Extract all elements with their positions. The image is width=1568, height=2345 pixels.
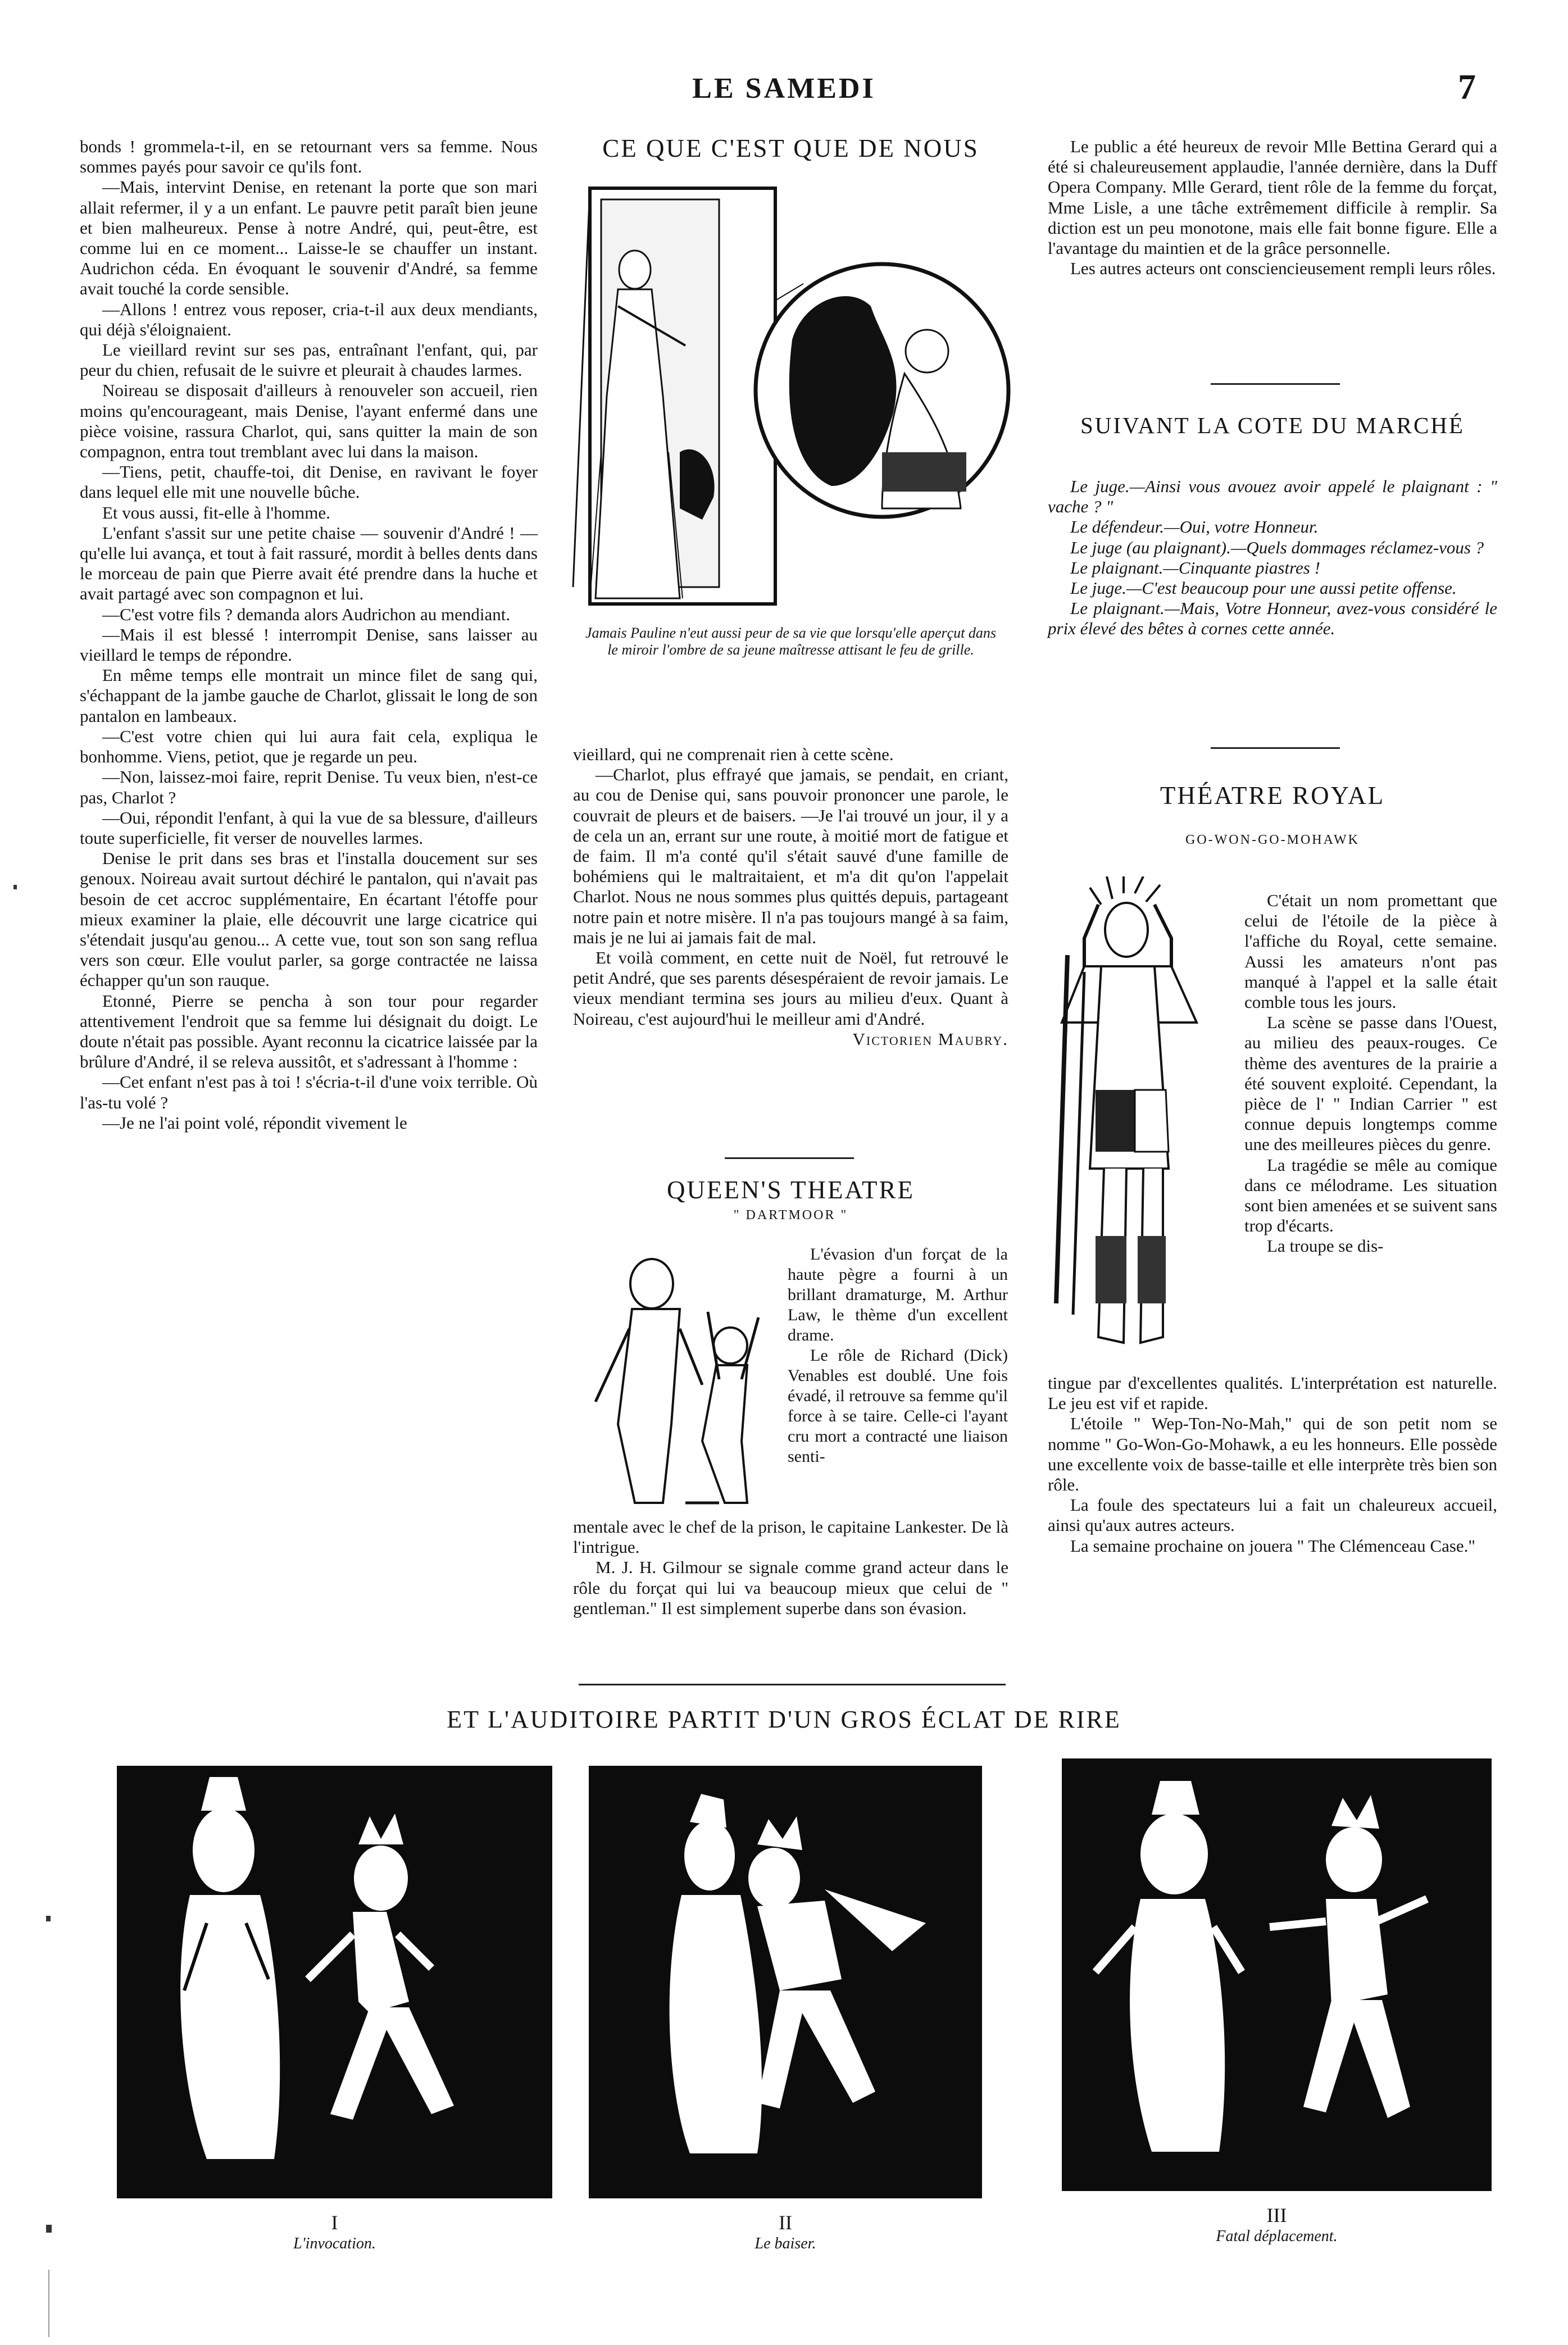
section-heading-marche: SUIVANT LA COTE DU MARCHÉ — [1080, 412, 1465, 438]
paragraph: Le vieillard revint sur ses pas, entraînant l'enfant, qui, par peur du chien, refusait de le suivre et pleurait à chaudes larmes. — [80, 340, 538, 380]
paragraph: M. J. H. Gilmour se signale comme grand acteur dans le rôle du forçat qui lui va beaucoup mieux que celui de " gentleman." Il est simplement superbe dans son évasion. — [573, 1557, 1008, 1618]
paragraph: Et voilà comment, en cette nuit de Noël, fut retrouvé le petit André, que ses parents désespéraient de revoir jamais. Le vieux mendiant termina ses jours au milieu d'eux. Quant à Noireau, c'est aujourd'hui le meilleur ami d'André. — [573, 948, 1008, 1029]
panel-3-caption: Fatal déplacement. — [1216, 2228, 1338, 2245]
section-heading-royal: THÉATRE ROYAL — [1160, 781, 1385, 810]
cartoon-strip-title: ET L'AUDITOIRE PARTIT D'UN GROS ÉCLAT DE RIRE — [447, 1706, 1121, 1733]
paragraph: C'était un nom promettant que celui de l'étoile de la pièce à l'affiche du Royal, cette semaine. Aussi les amateurs n'ont pas manqué à l'appel et la salle était comble tous les jours. — [1244, 890, 1497, 1012]
paragraph: Denise le prit dans ses bras et l'installa doucement sur ses genoux. Noireau avait surtout déchiré le pantalon, qui n'avait pas besoin de cet accroc supplémentaire, En écartant l'étoffe pour mieux examiner la plaie, elle découvrit une large cicatrice qui s'étendait jusqu'au genou... A cette vue, tout son son sang reflua vers son cœur. Elle voulut parler, sa gorge contractée ne laissa échapper qu'un son rauque. — [80, 848, 538, 990]
panel-1-numeral: I — [331, 2211, 338, 2234]
column-2-story — [573, 744, 1008, 1049]
paragraph: tingue par d'excellentes qualités. L'interprétation est naturelle. Le jeu est vif et rapide. — [1048, 1373, 1497, 1414]
paragraph: —Cet enfant n'est pas à toi ! s'écria-t-il d'une voix terrible. Où l'as-tu volé ? — [80, 1072, 538, 1112]
paragraph: Noireau se disposait d'ailleurs à renouveler son accueil, rien moins qu'encourageant, mais Denise, l'ayant enfermé dans une pièce voisine, rassura Charlot, qui, sans quitter la main de son compagnon, entra tout tremblant avec lui dans la maison. — [80, 380, 538, 462]
paragraph: Le public a été heureux de revoir Mlle Bettina Gerard qui a été si chaleureusement applaudie, l'année dernière, dans la Duff Opera Company. Mlle Gerard, tient rôle de la femme du forçat, Mme Lisle, a une tâche extrêmement difficile à remplir. Sa diction est un peu monotone, mais elle fait bonne figure. Elle a l'avantage du maintien et de la grâce personnelle. — [1048, 137, 1497, 258]
illustration-mirror-scene — [567, 171, 1011, 621]
paragraph: Le défendeur.—Oui, votre Honneur. — [1070, 517, 1319, 537]
panel-2-caption: Le baiser. — [755, 2235, 816, 2252]
paragraph: La foule des spectateurs lui a fait un chaleureux accueil, ainsi qu'aux autres acteurs. — [1048, 1495, 1497, 1535]
paragraph: L'enfant s'assit sur une petite chaise — souvenir d'André ! — qu'elle lui avança, et tout à fait rassuré, mordit à belles dents dans le morceau de pain que Pierre avait été prendre dans la huche et avait partagé avec son compagnon et lui. — [80, 522, 538, 604]
illustration-mohawk-actress — [1051, 876, 1236, 1365]
queens-text — [573, 1517, 1008, 1619]
paragraph: —Charlot, plus effrayé que jamais, se pendait, en criant, au cou de Denise qui, sans pouvoir prononcer une parole, le couvrait de pleurs et de baisers. —Je l'ai trouvé un jour, il y a de cela un an, errant sur une route, à moitié mort de fatigue et de faim. Il m'a conté qu'il s'était sauvé d'une famille de bohémiens qui le maltraitaient, et m'a dit qu'on l'appelait Charlot. Nous ne nous sommes plus quittés depuis, partageant notre pain et notre misère. Il n'a pas toujours mangé à sa faim, mais je ne lui ai jamais fait de mal. — [573, 765, 1008, 947]
paragraph: La scène se passe dans l'Ouest, au milieu des peaux-rouges. Ce thème des aventures de la prairie a été souvent exploité. Cependant, la pièce de l' " Indian Carrier " est connue depuis longtemps comme une des meilleures pièces du genre. — [1244, 1012, 1497, 1155]
page-number: 7 — [1458, 67, 1476, 107]
page-header-title: LE SAMEDI — [692, 72, 876, 104]
column-2 — [573, 134, 1008, 163]
cartoon-panel-1 — [117, 1766, 552, 2198]
queens-text-wrapped — [788, 1244, 1008, 1467]
illustration-caption: Jamais Pauline n'eut aussi peur de sa vie que lorsqu'elle aperçut dans le miroir l'ombre de sa jeune maîtresse attisant le feu de grille. — [585, 625, 997, 658]
illustration-convict — [573, 1239, 781, 1514]
royal-text-wrapped — [1244, 890, 1497, 1257]
paragraph: —Mais il est blessé ! interrompit Denise, sans laisser au vieillard le temps de répondre. — [80, 624, 538, 665]
paragraph: Etonné, Pierre se pencha à son tour pour regarder attentivement l'endroit que sa femme lui désignait du doigt. Le doute n'était pas possible. Ayant reconnu la cicatrice laissée par la brûlure d'André, il se releva aussitôt, et s'adressant à l'homme : — [80, 990, 538, 1072]
paragraph: Le rôle de Richard (Dick) Venables est doublé. Une fois évadé, il retrouve sa femme qu'il force à se taire. Celle-ci l'ayant cru mort a contracté une liaison senti- — [788, 1346, 1008, 1466]
page-divider — [579, 1684, 1006, 1685]
column-3-top-text — [1048, 137, 1497, 279]
queens-header-block — [573, 1175, 1008, 1229]
paragraph: —Allons ! entrez vous reposer, cria-t-il aux deux mendiants, qui déjà s'éloignaient. — [80, 299, 538, 339]
paragraph: En même temps elle montrait un mince filet de sang qui, s'échappant de la jambe gauche de Charlot, glissait le long de son pantalon en lambeaux. — [80, 665, 538, 726]
paragraph: Les autres acteurs ont consciencieusement rempli leurs rôles. — [1070, 258, 1496, 279]
panel-2-numeral: II — [779, 2211, 792, 2234]
paragraph: —Non, laissez-moi faire, reprit Denise. Tu veux bien, n'est-ce pas, Charlot ? — [80, 767, 538, 807]
panel-1-caption: L'invocation. — [293, 2235, 376, 2252]
panel-3-numeral: III — [1266, 2204, 1287, 2226]
cartoon-panel-2 — [589, 1766, 982, 2198]
margin-mark — [46, 2225, 52, 2233]
section-heading-queens: QUEEN'S THEATRE — [666, 1176, 915, 1204]
paragraph: Et vous aussi, fit-elle à l'homme. — [102, 502, 330, 522]
marche-dialogue — [1048, 476, 1497, 639]
paragraph: bonds ! grommela-t-il, en se retournant vers sa femme. Nous sommes payés pour savoir ce qu'ils font. — [80, 137, 538, 177]
paragraph: vieillard, qui ne comprenait rien à cette scène. — [573, 744, 894, 764]
margin-mark — [46, 1916, 51, 1921]
paragraph: La semaine prochaine on jouera " The Clémenceau Case." — [1070, 1535, 1476, 1556]
paragraph: La troupe se dis- — [1267, 1236, 1384, 1256]
paragraph: Le juge (au plaignant).—Quels dommages réclamez-vous ? — [1070, 537, 1484, 557]
margin-mark — [13, 885, 17, 889]
paragraph: Le plaignant.—Cinquante piastres ! — [1070, 557, 1320, 578]
paragraph: —C'est votre chien qui lui aura fait cela, expliqua le bonhomme. Viens, petiot, que je regarde un peu. — [80, 726, 538, 767]
paragraph: L'évasion d'un forçat de la haute pègre a fourni à un brillant dramaturge, M. Arthur Law, le thème d'un excellent drame. — [788, 1245, 1008, 1344]
margin-mark — [48, 2270, 49, 2337]
paragraph: —Mais, intervint Denise, en retenant la porte que son mari allait refermer, il y a un enfant. Le pauvre petit paraît bien jeune et bien malheureux. Pense à notre André, qui, peut-être, est comme lui en ce moment... Laisse-le se chauffer un instant. Audrichon céda. En évoquant le souvenir d'André, sa femme avait touché la corde sensible. — [80, 177, 538, 299]
paragraph: Le juge.—C'est beaucoup pour une aussi petite offense. — [1070, 578, 1457, 598]
paragraph: —Oui, répondit l'enfant, à qui la vue de sa blessure, d'ailleurs toute superficielle, fit verser de nouvelles larmes. — [80, 807, 538, 848]
royal-text — [1048, 1373, 1497, 1556]
paragraph: La tragédie se mêle au comique dans ce mélodrame. Les situation sont bien amenées et se suivent sans trop d'écarts. — [1244, 1155, 1497, 1236]
section-heading-ce-que: CE QUE C'EST QUE DE NOUS — [602, 134, 979, 162]
paragraph: —Je ne l'ai point volé, répondit vivement le — [102, 1112, 407, 1133]
paragraph: —Tiens, petit, chauffe-toi, dit Denise, en ravivant le foyer dans lequel elle mit une nouvelle bûche. — [80, 462, 538, 502]
section-divider — [725, 1157, 854, 1159]
cartoon-panel-3 — [1062, 1758, 1492, 2191]
marche-header — [1048, 412, 1497, 439]
play-title-mohawk: GO-WON-GO-MOHAWK — [1185, 833, 1360, 847]
section-divider — [1211, 383, 1340, 385]
paragraph: mentale avec le chef de la prison, le capitaine Lankester. De là l'intrigue. — [573, 1517, 1008, 1557]
paragraph: L'étoile " Wep-Ton-No-Mah," qui de son petit nom se nomme " Go-Won-Go-Mohawk, a eu les honneurs. Elle possède une excellente voix de basse-taille et elle interprète très bien son rôle. — [1048, 1414, 1497, 1495]
royal-header — [1048, 781, 1497, 853]
paragraph: Le plaignant.—Mais, Votre Honneur, avez-vous considéré le prix élevé des bêtes à cornes cette année. — [1048, 598, 1497, 639]
paragraph: —C'est votre fils ? demanda alors Audrichon au mendiant. — [102, 604, 511, 624]
paragraph: Le juge.—Ainsi vous avouez avoir appelé le plaignant : " vache ? " — [1048, 476, 1497, 517]
section-divider — [1211, 747, 1340, 749]
play-title-dartmoor: " DARTMOOR " — [733, 1208, 848, 1223]
author-signature: Victorien Maubry. — [852, 1029, 1008, 1049]
column-1-story — [80, 137, 538, 1133]
